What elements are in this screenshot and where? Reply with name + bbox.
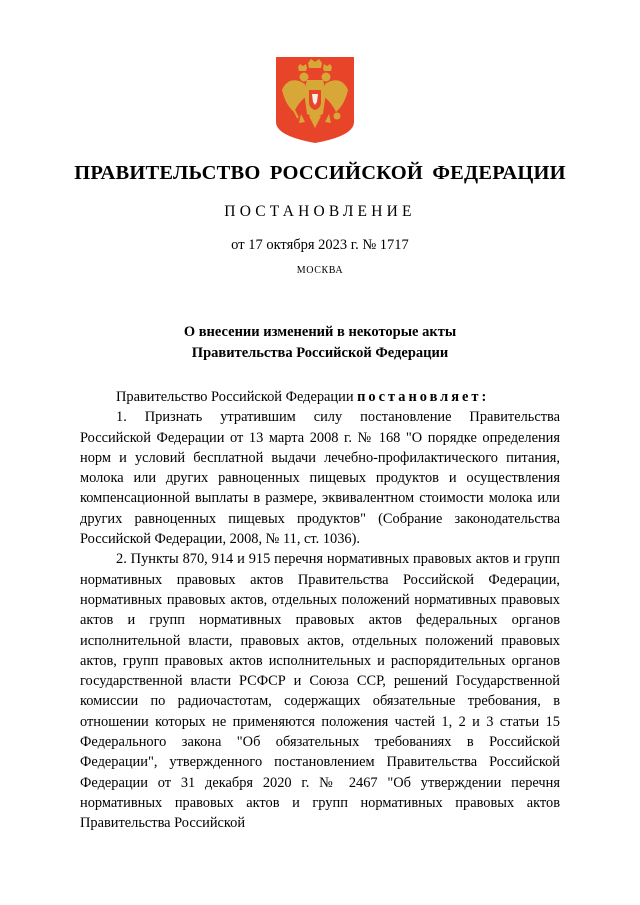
intro-text: Правительство Российской Федерации — [116, 389, 358, 405]
document-title — [0, 322, 640, 364]
document-body — [80, 387, 560, 834]
document-city: МОСКВА — [296, 265, 344, 276]
intro-paragraph — [80, 387, 560, 407]
paragraph-1: 1. Признать утратившим силу постановление Правительства Российской Федерации от 13 марта 2008 г. № 168 "О порядке определения норм и условий бесплатной выдачи лечебно-профилактического питания, молока или других равноценных пищевых продуктов и осуществления компенсационной выплаты в размере, эквивалентном стоимости молока или других равноценных пищевых продуктов" (Собрание законодательства Российской Федерации, 2008, № 11, ст. 1036). — [80, 409, 560, 548]
document-type: ПОСТАНОВЛЕНИЕ — [224, 203, 416, 220]
document-title-line-2: Правительства Российской Федерации — [191, 345, 449, 361]
document-title-line-1: О внесении изменений в некоторые акты — [183, 324, 457, 340]
intro-keyword: постановляет: — [357, 389, 490, 405]
document-date-number: от 17 октября 2023 г. № 1717 — [231, 237, 409, 253]
coat-of-arms-icon — [275, 56, 355, 144]
organization-name: ПРАВИТЕЛЬСТВО РОССИЙСКОЙ ФЕДЕРАЦИИ — [74, 162, 566, 184]
paragraph-2: 2. Пункты 870, 914 и 915 перечня нормативных правовых актов и групп нормативных правовых актов Правительства Российской Федерации, нормативных правовых актов, отдельных положений нормативных правовых актов и групп нормативных правовых актов федеральных органов исполнительной власти, правовых актов, отдельных положений правовых актов, групп правовых актов исполнительных и распорядительных органов государственной власти РСФСР и Союза ССР, решений Государственной комиссии по радиочастотам, содержащих обязательные требования, в отношении которых не применяются положения частей 1, 2 и 3 статьи 15 Федерального закона "Об обязательных требованиях в Российской Федерации", утвержденного постановлением Правительства Российской Федерации от 31 декабря 2020 г. № 2467 "Об утверждении перечня нормативных правовых актов и групп нормативных правовых актов Правительства Российской — [80, 551, 560, 832]
